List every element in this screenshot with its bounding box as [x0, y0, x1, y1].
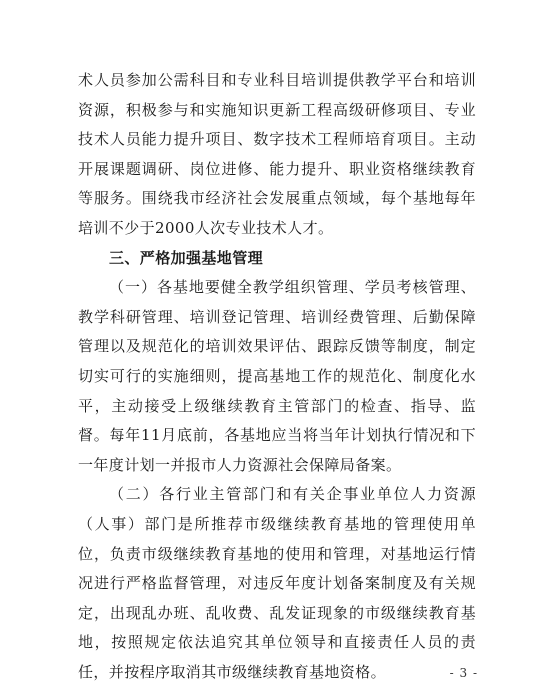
page-number: - 3 - — [449, 666, 478, 680]
paragraph-continuation: 术人员参加公需科目和专业科目培训提供教学平台和培训资源，积极参与和实施知识更新工程高级研修项目、专业技术人员能力提升项目、数字技术工程师培育项目。主动开展课题调研、岗位进修、能力提升、职业资格继续教育等服务。围绕我市经济社会发展重点领域，每个基地每年培训不少于2000人次专业技术人才。 — [78, 71, 476, 237]
paragraph-item-one: （一）各基地要健全教学组织管理、学员考核管理、教学科研管理、培训登记管理、培训经费管理、后勤保障管理以及规范化的培训效果评估、跟踪反馈等制度，制定切实可行的实施细则，提高基地工作的规范化、制度化水平，主动接受上级继续教育主管部门的检查、指导、监督。每年11月底前，各基地应当将当年计划执行情况和下一年度计划一并报市人力资源社会保障局备案。 — [78, 278, 476, 474]
paragraph-item-two: （二）各行业主管部门和有关企事业单位人力资源（人事）部门是所推荐市级继续教育基地的管理使用单位，负责市级继续教育基地的使用和管理，对基地运行情况进行严格监督管理，对违反年度计划备案制度及有关规定，出现乱办班、乱收费、乱发证现象的市级继续教育基地，按照规定依法追究其单位领导和直接责任人员的责任，并按程序取消其市级继续教育基地资格。 — [78, 485, 476, 681]
section-heading: 三、严格加强基地管理 — [109, 248, 264, 267]
document-body — [78, 66, 476, 687]
